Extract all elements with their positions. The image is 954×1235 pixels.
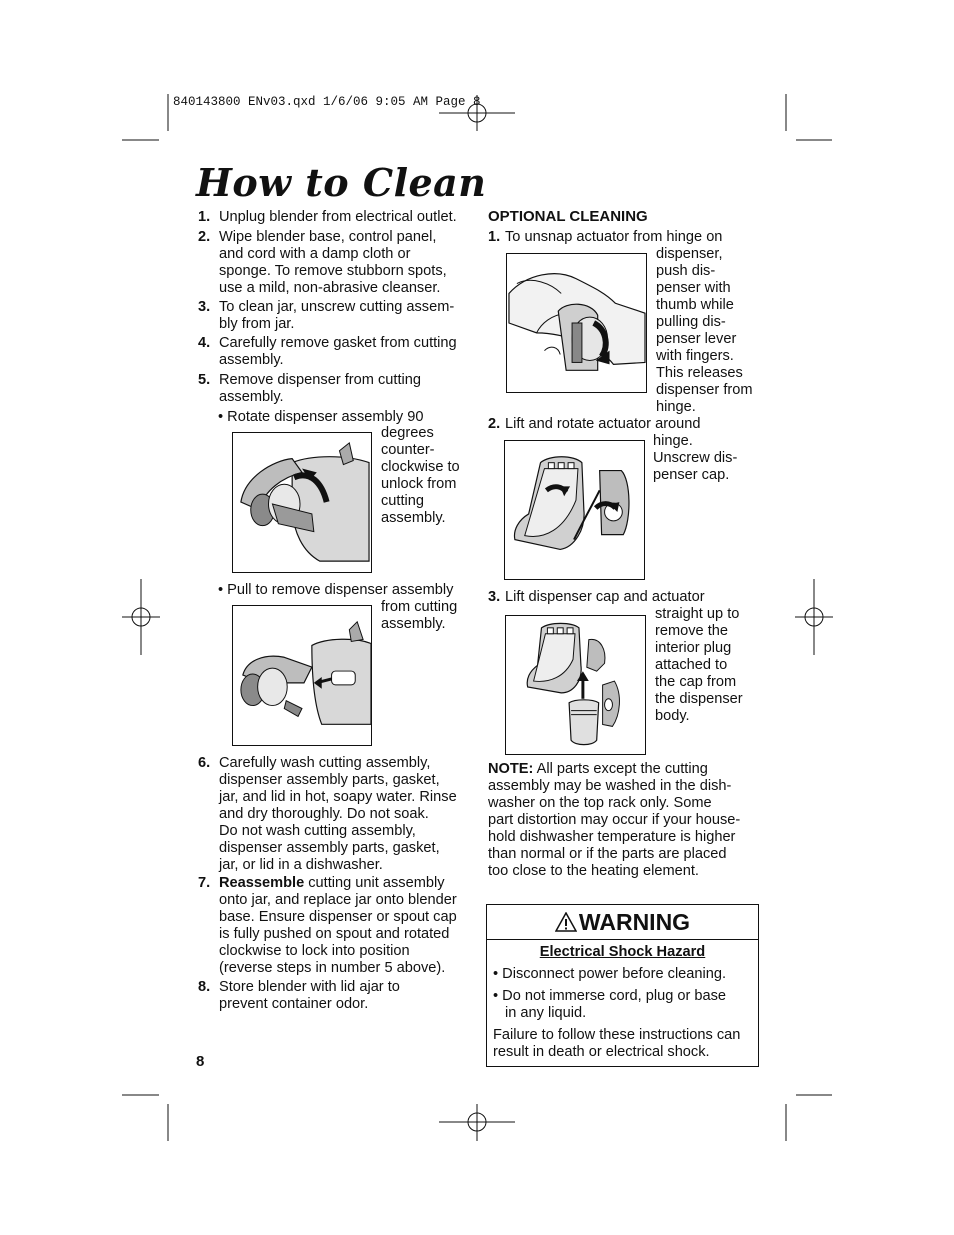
- text-line: interior plug: [655, 640, 732, 656]
- text-line: Store blender with lid ajar to: [219, 979, 400, 995]
- text-line: hinge.: [653, 433, 693, 449]
- text-line: Carefully wash cutting assembly,: [219, 755, 431, 771]
- text-line: the cap from: [655, 674, 737, 690]
- text-line: assembly.: [219, 389, 284, 405]
- text-line: prevent container odor.: [219, 996, 369, 1012]
- text-line: washer on the top rack only. Some: [488, 795, 712, 811]
- text-line: the dispenser: [655, 691, 743, 707]
- text-line: assembly.: [219, 352, 284, 368]
- warning-triangle-icon: [555, 912, 577, 932]
- figure-rotate-actuator: [504, 440, 645, 580]
- step-7: 7. Reassemble cutting unit assembly onto jar, and replace jar onto blender base. Ensure dispenser or spout cap is fully pushed on spout and rotated clockwise to lock into position (reverse steps in number 5 above).: [198, 875, 488, 977]
- warning-header: [487, 905, 758, 940]
- text-line: Carefully remove gasket from cutting: [219, 335, 457, 351]
- text-line: and dry thoroughly. Do not soak.: [219, 806, 429, 822]
- step-5: 5. Remove dispenser from cutting assembly.: [198, 372, 488, 406]
- text-line: pulling dis-: [656, 314, 726, 330]
- text-line: hinge.: [656, 399, 696, 415]
- text-line: degrees: [381, 425, 434, 441]
- text-line: use a mild, non-abrasive cleanser.: [219, 280, 441, 296]
- text-line: hold dishwasher temperature is higher: [488, 829, 736, 845]
- text-line: assembly.: [381, 616, 446, 632]
- step-5-bullet-pull-caption: [381, 599, 457, 633]
- figure-pull-dispenser: [232, 605, 372, 746]
- registration-mark-icon: [795, 579, 833, 655]
- warning-bullet-2: • Do not immerse cord, plug or base in any liquid.: [493, 988, 727, 1021]
- text-line: remove the: [655, 623, 729, 639]
- optional-step-1-caption: [656, 246, 753, 416]
- text-line: cutting: [381, 493, 424, 509]
- optional-step-2: 2. Lift and rotate actuator around: [488, 416, 701, 432]
- text-line: bly from jar.: [219, 316, 295, 332]
- text-line: This releases: [656, 365, 743, 381]
- text-line: unlock from: [381, 476, 457, 492]
- warning-title: WARNING: [578, 908, 691, 935]
- step-5-bullet-rotate-caption: [381, 425, 460, 527]
- step-8: 8. Store blender with lid ajar to prevent container odor.: [198, 979, 488, 1013]
- warning-footer: Failure to follow these instructions can result in death or electrical shock.: [493, 1027, 741, 1060]
- text-line: push dis-: [656, 263, 716, 279]
- registration-mark-icon: [439, 1104, 515, 1141]
- text-line: straight up to: [655, 606, 740, 622]
- note-paragraph: NOTE: All parts except the cutting assembly may be washed in the dish- washer on the top rack only. Some part distortion may occur if your house- hold dishwasher temperature is higher than normal or if the parts are placed too close to the heating element.: [488, 761, 741, 879]
- text-line: base. Ensure dispenser or spout cap: [219, 909, 457, 925]
- text-line: too close to the heating element.: [488, 863, 699, 879]
- text-line: with fingers.: [656, 348, 734, 364]
- text-line: Wipe blender base, control panel,: [219, 229, 437, 245]
- text-line: penser lever: [656, 331, 737, 347]
- text-line: To clean jar, unscrew cutting assem-: [219, 299, 455, 315]
- step-5-bullet-pull: • Pull to remove dispenser assembly: [218, 582, 454, 598]
- text-line: assembly may be washed in the dish-: [488, 778, 732, 794]
- text-line: jar, and lid in hot, soapy water. Rinse: [219, 789, 457, 805]
- warning-subtitle: Electrical Shock Hazard: [539, 944, 706, 960]
- optional-step-1: 1. To unsnap actuator from hinge on: [488, 229, 723, 245]
- text-line: from cutting: [381, 599, 458, 615]
- optional-step-2-caption: [653, 433, 737, 484]
- text-line: thumb while: [656, 297, 734, 313]
- step-2: 2. Wipe blender base, control panel, and cord with a damp cloth or sponge. To remove stubborn spots, use a mild, non-abrasive cleanser.: [198, 229, 488, 297]
- page-number: 8: [196, 1053, 205, 1070]
- text-line: counter-: [381, 442, 435, 458]
- optional-cleaning-heading: OPTIONAL CLEANING: [488, 208, 648, 225]
- text-line: (reverse steps in number 5 above).: [219, 960, 446, 976]
- text-line: body.: [655, 708, 690, 724]
- text-line: sponge. To remove stubborn spots,: [219, 263, 447, 279]
- text-line: is fully pushed on spout and rotated: [219, 926, 450, 942]
- text-line: and cord with a damp cloth or: [219, 246, 411, 262]
- file-slug: 840143800 ENv03.qxd 1/6/06 9:05 AM Page 8: [173, 95, 481, 109]
- page-title: How to Clean: [196, 160, 487, 205]
- warning-box: [486, 904, 759, 1067]
- text-line: Remove dispenser from cutting: [219, 372, 421, 388]
- text-line: assembly.: [381, 510, 446, 526]
- step-5-bullet-rotate: • Rotate dispenser assembly 90: [218, 409, 424, 425]
- text-line: onto jar, and replace jar onto blender: [219, 892, 457, 908]
- optional-step-3: 3. Lift dispenser cap and actuator: [488, 589, 705, 605]
- step-1: 1. Unplug blender from electrical outlet.: [198, 209, 457, 225]
- text-line: Unscrew dis-: [653, 450, 738, 466]
- warning-bullet-1: • Disconnect power before cleaning.: [493, 966, 727, 982]
- text-line: dispenser assembly parts, gasket,: [219, 840, 440, 856]
- text-line: clockwise to lock into position: [219, 943, 410, 959]
- text-line: clockwise to: [381, 459, 460, 475]
- step-3: 3. To clean jar, unscrew cutting assem- bly from jar.: [198, 299, 488, 333]
- figure-rotate-dispenser: [232, 432, 372, 573]
- step-6: 6. Carefully wash cutting assembly, dispenser assembly parts, gasket, jar, and lid in hot, soapy water. Rinse and dry thoroughly. Do not soak. Do not wash cutting assembly, dispenser assembly parts, gasket, jar, or lid in a dishwasher.: [198, 755, 488, 874]
- text-line: than normal or if the parts are placed: [488, 846, 727, 862]
- text-line: dispenser assembly parts, gasket,: [219, 772, 440, 788]
- optional-step-3-caption: [655, 606, 743, 725]
- step-4: 4. Carefully remove gasket from cutting assembly.: [198, 335, 488, 369]
- registration-mark-icon: [122, 579, 160, 655]
- text-line: part distortion may occur if your house-: [488, 812, 741, 828]
- text-line: dispenser from: [656, 382, 753, 398]
- text-line: Do not wash cutting assembly,: [219, 823, 416, 839]
- text-line: penser with: [656, 280, 731, 296]
- text-line: jar, or lid in a dishwasher.: [219, 857, 383, 873]
- text-line: penser cap.: [653, 467, 730, 483]
- figure-lift-cap: [505, 615, 646, 755]
- text-line: dispenser,: [656, 246, 723, 262]
- figure-unsnap-actuator: [506, 253, 647, 393]
- text-line: attached to: [655, 657, 728, 673]
